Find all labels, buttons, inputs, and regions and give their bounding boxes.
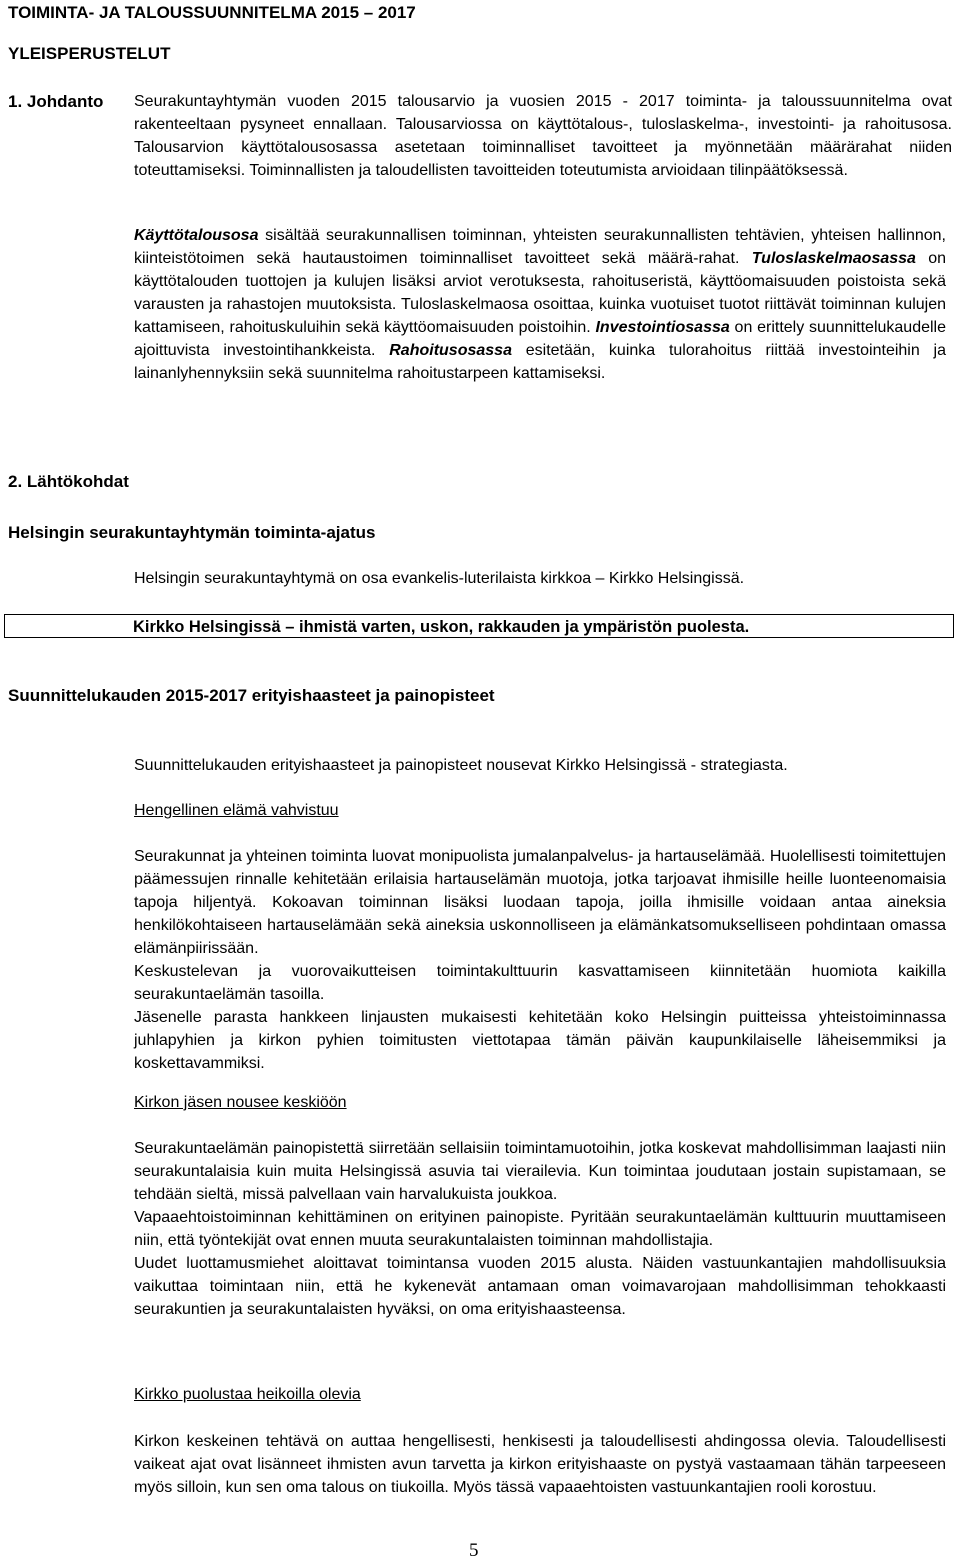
theme-2-paragraph-1: Seurakuntaelämän painopistettä siirretään sellaisiin toimintamuotoihin, jotka koskevat mahdollisimman laajasti niin seurakuntalaisia kuin muita Helsingissä asuvia tai vierailevia. Kun toimintaa joudutaan jostain supistamaan, se tehdään sieltä, missä palvellaan vain harvalukuista joukkoa.: [134, 1140, 946, 1203]
term-kayttotalousosa: Käyttötalousosa: [134, 227, 259, 244]
theme-3-paragraph-1: Kirkon keskeinen tehtävä on auttaa hengellisesti, henkisesti ja taloudellisesti ahdingossa olevia. Taloudellisesti vaikeat ajat ovat lisänneet ihmisten avun tarvetta ja kirkon erityishaaste on pystyä vastaamaan tähän tarpeeseen myös silloin, kun sen oma talous on tiukoilla. Myös tässä vapaaehtoisten vastuunkantajien rooli korostuu.: [134, 1433, 946, 1496]
mission-text: Helsingin seurakuntayhtymä on osa evankelis-luterilaista kirkkoa – Kirkko Helsingissä.: [134, 570, 745, 587]
term-rahoitusosassa: Rahoitusosassa: [389, 342, 512, 359]
intro-p2-text-4: esitetään, kuinka tulorahoitus riittää investointeihin ja lainanlyhennyksiin sekä suunnitelma rahoitustarpeen kattamiseksi.: [134, 342, 946, 382]
introduction-section: [8, 90, 952, 182]
term-tuloslaskelmaosassa: Tuloslaskelmaosassa: [751, 250, 916, 267]
theme-1-paragraph-3: Jäsenelle parasta hankkeen linjausten mukaisesti kehitetään koko Helsingin puitteissa yhteistoiminnassa juhlapyhien ja kirkon pyhien toimitusten viettotapaa tämän päivän kaupunkilaiselle läheisemmiksi ja koskettavammiksi.: [134, 1009, 946, 1072]
theme-2-paragraph-2: Vapaaehtoistoiminnan kehittäminen on erityinen painopiste. Pyritään seurakuntaelämän kulttuurin muuttamiseen niin, että työntekijät ovat ennen muuta seurakuntalaisten toiminnan mahdollistajia.: [134, 1209, 946, 1249]
intro-p2-text-2: on käyttötalouden tuottojen ja kulujen lisäksi arviot verotuksesta, rahoituseristä, käyttöomaisuuden poistoista sekä varausten ja rahastojen muutoksista. Tuloslaskelmaosa osoittaa, kuinka vuotuiset tuotot riittävät toiminnan kulujen kattamiseen, rahoituskuluihin sekä käyttöomaisuuden poistoihin.: [134, 250, 946, 336]
period-heading: Suunnittelukauden 2015-2017 erityishaasteet ja painopisteet: [8, 686, 495, 705]
intro-p2-text-3: on erittely suunnittelukaudelle ajoittuvista investointihankkeista.: [134, 319, 947, 359]
theme-1-body: [134, 845, 946, 1075]
theme-heading-member-centre: Kirkon jäsen nousee keskiöön: [134, 1094, 347, 1111]
period-intro-text: Suunnittelukauden erityishaasteet ja painopisteet nousevat Kirkko Helsingissä - strategiasta.: [134, 757, 788, 774]
theme-heading-spiritual-life: Hengellinen elämä vahvistuu: [134, 802, 339, 819]
document-subtitle: YLEISPERUSTELUT: [8, 44, 171, 63]
theme-2-body: [134, 1137, 946, 1321]
section-1-heading: 1. Johdanto: [8, 92, 104, 111]
theme-1-paragraph-1: Seurakunnat ja yhteinen toiminta luovat monipuolista jumalanpalvelus- ja hartauselämää. Huolellisesti toimitettujen päämessujen rinnalle kehitetään erilaisia hartauselämän muotoja, jotka tarjoavat ihmisille heille luonteenomaisia tapoja hiljentyä. Kokoavan toiminnan lisäksi luodaan tapoja, joilla ihmisille voidaan antaa aineksia henkilökohtaiseen hartauselämään sekä aineksia uskonnolliseen ja elämänkatsomukselliseen pohdintaan omassa elämänpiirissään.: [134, 848, 946, 957]
motto-text: Kirkko Helsingissä – ihmistä varten, uskon, rakkauden ja ympäristön puolesta.: [133, 618, 750, 636]
theme-3-body: [134, 1430, 946, 1499]
theme-1-paragraph-2: Keskustelevan ja vuorovaikutteisen toimintakulttuurin kasvattamiseen kiinnitetään huomiota kaikilla seurakuntaelämän tasoilla.: [134, 963, 946, 1003]
intro-paragraph-1: Seurakuntayhtymän vuoden 2015 talousarvio ja vuosien 2015 - 2017 toiminta- ja taloussuunnitelma ovat rakenteeltaan pysyneet ennallaan. Talousarviossa on käyttötalous-, tuloslaskelma-, investointi- ja rahoitusosa. Talousarvion käyttötalousosassa asetetaan toiminnalliset tavoitteet ja myönnetään määrärahat niiden toteuttamiseksi. Toiminnallisten ja taloudellisten tavoitteiden toteutumista arvioidaan tilinpäätöksessä.: [134, 93, 952, 179]
theme-heading-defends-weak: Kirkko puolustaa heikoilla olevia: [134, 1386, 361, 1403]
page-number: 5: [469, 1540, 479, 1561]
term-investointiosassa: Investointiosassa: [595, 319, 730, 336]
section-2-heading: 2. Lähtökohdat: [8, 472, 129, 491]
mission-heading: Helsingin seurakuntayhtymän toiminta-ajatus: [8, 523, 376, 542]
intro-paragraph-2: [134, 224, 946, 385]
intro-p2-text-1: sisältää seurakunnallisen toiminnan, yhteisten seurakunnallisten tehtävien, yhteisen hallinnon, kiinteistötoimen sekä hautaustoimen toiminnalliset tavoitteet sekä määrä-rahat.: [134, 227, 946, 267]
theme-2-paragraph-3: Uudet luottamusmiehet aloittavat toimintansa vuoden 2015 alusta. Näiden vastuunkantajien mahdollisuuksia vaikuttaa toimintaan niin, että he kykenevät antamaan oman voimavarojaan mahdollisimman tehokkaasti seurakuntien ja seurakuntalaisten hyväksi, on oma erityishaasteensa.: [134, 1255, 946, 1318]
document-title: TOIMINTA- JA TALOUSSUUNNITELMA 2015 – 2017: [8, 3, 416, 22]
motto-box: [4, 614, 954, 638]
